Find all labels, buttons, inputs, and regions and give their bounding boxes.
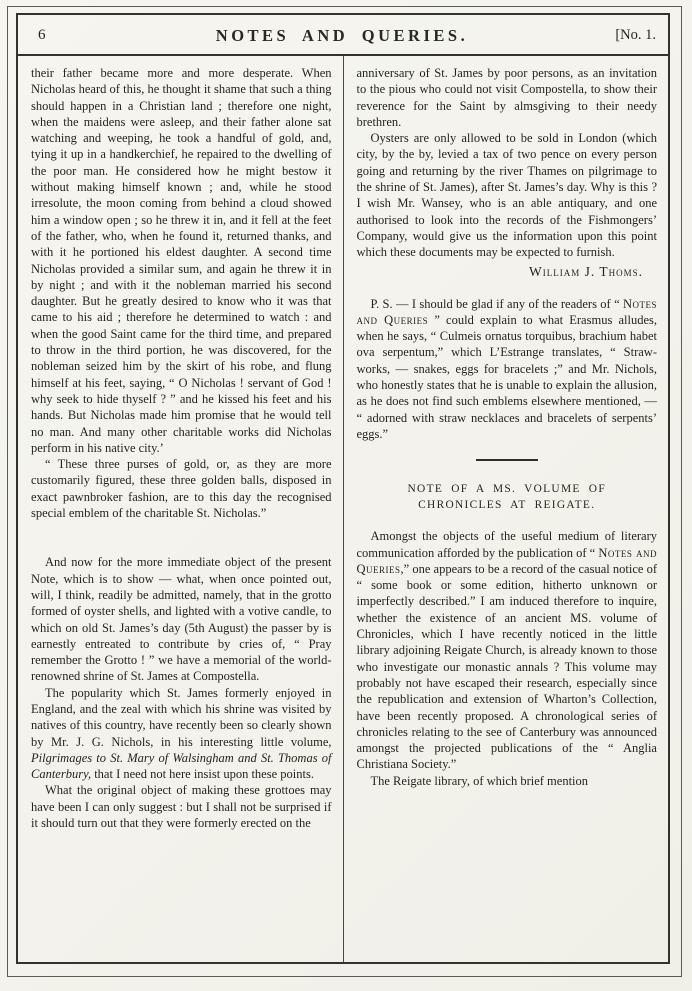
- content-columns: [18, 56, 668, 962]
- left-column: [18, 56, 343, 962]
- paragraph-text: Amongst the objects of the useful medium of literary communication afforded by the publication of “: [356, 529, 657, 560]
- paragraph-grottoes-origin: What the original object of making these grottoes may have been I can only suggest : but I shall not be surprised if it should turn out that they were formerly erected on the: [31, 783, 332, 831]
- page-number: 6: [38, 27, 46, 43]
- paragraph-oysters: Oysters are only allowed to be sold in London (which city, by the by, levied a tax of two pence on every person going and returning by the river Thames on pilgrimage to the shrine of St. James), after St. James’s day. Why is this ? I wish Mr. Wansey, who is an able antiquary, and one authorised to look into the records of the Fishmongers’ Company, would give us the information upon this point which these documents may be expected to furnish.: [356, 131, 657, 260]
- paragraph-nicholas-story: their father became more and more desperate. When Nicholas heard of this, he thought it shame that such a thing should happen in a Christian land ; therefore one night, when the maidens were asleep, and their father alone sat watching and weeping, he took a handful of gold, and, tying it up in a handkerchief, he repaired to the dwelling of the poor man. He considered how he might bestow it without making himself known ; and, while he stood irresolute, the moon coming from behind a cloud showed him a window open ; so he threw it in, and it fell at the feet of the father, who, when he found it, returned thanks, and with it he portioned his eldest daughter. A second time Nicholas provided a similar sum, and again he threw it in by night ; and with it the nobleman married his second daughter. But he greatly desired to know who it was that came to his aid ; therefore he determined to watch : and when the good Saint came for the third time, and prepared to throw in the third portion, he was discovered, for the nobleman seized him by the skirt of his robe, and flung himself at his feet, saying, “ O Nicholas ! servant of God ! why seek to hide thyself ? ” and he kissed his feet and his hands. But Nicholas made him promise that he would tell no man. And many other charitable works did Nicholas perform in his native city.’: [31, 66, 332, 455]
- issue-number: [No. 1.: [615, 27, 656, 43]
- paragraph-st-james-popularity: [31, 685, 332, 783]
- section-divider-rule: [476, 459, 538, 461]
- paragraph-reigate-library: The Reigate library, of which brief mention: [370, 773, 589, 788]
- page-inner-border: [16, 13, 670, 964]
- right-column: [344, 56, 669, 962]
- journal-name-smallcaps: Notes and Queries: [356, 545, 657, 576]
- paragraph-text: ” could explain to what Erasmus alludes, when he says, “ Culmeis ornatus torquibus, brachium habet ova serpentum,” which L’Estrange translates, “ Straw-works, — snakes, eggs for bracelets ;” and Mr. Nichols, who honestly states that he is unable to explain the allusion, as he does not find such emblems elsewhere mentioned, — “ adorned with straw necklaces and bracelets of serpents’ eggs.”: [356, 312, 657, 441]
- page-header: [18, 15, 668, 56]
- author-signature: William J. Thoms.: [529, 263, 643, 279]
- paragraph-three-purses: “ These three purses of gold, or, as they are more customarily figured, these three golden balls, disposed in exact pawnbroker fashion, are to this day the recognised special emblem of the charitable St. Nicholas.”: [31, 457, 332, 521]
- book-title-italic: Pilgrimages to St. Mary of Walsingham and St. Thomas of Canterbury,: [31, 750, 332, 782]
- paragraph-text: P. S. — I should be glad if any of the readers of “: [370, 296, 623, 311]
- paragraph-grotto-note: And now for the more immediate object of the present Note, which is to show — what, when once pointed out, will, I think, readily be admitted, namely, that in the grotto formed of oyster shells, and lighted with a votive candle, to which on old St. James’s day (5th August) the passer by is earnestly entreated to contribute by cries of, “ Pray remember the Grotto ! ” we have a memorial of the world-renowned shrine of St. James at Compostella.: [31, 555, 332, 684]
- paragraph-text: that I need not here insist upon these points.: [91, 767, 314, 782]
- paragraph-text: The popularity which St. James formerly enjoyed in England, and the zeal with which his shrine was visited by natives of this country, have recently been so clearly shown by Mr. J. G. Nichols, in his interesting little volume,: [31, 685, 332, 749]
- paragraph-reigate-chronicles: [357, 528, 658, 772]
- paragraph-postscript: [357, 296, 658, 443]
- paragraph-text: ,” one appears to be a record of the casual notice of “ some book or some edition, hitherto unknown or imperfectly described.” I am induced therefore to inquire, whether the existence of an ancient MS. volume of Chronicles, which I have recently noticed in the little library adjoining Reigate Church, is already known to those who investigate our monastic annals ? This volume may probably not have escaped their research, especially since the republication and extension of Wharton’s Collection, have been recently proposed. A chronological series of chronicles relating to the see of Canterbury was announced amongst the projected publications of the “ Anglia Christiana Society.”: [356, 561, 657, 772]
- section-heading: NOTE OF A MS. VOLUME OF CHRONICLES AT REIGATE.: [407, 483, 606, 512]
- journal-name-smallcaps: Notes and Queries: [356, 296, 657, 327]
- paragraph-anniversary: anniversary of St. James by poor persons, as an invitation to the pious who could not visit Compostella, to show their reverence for the Saint by almsgiving to their needy brethren.: [356, 66, 657, 129]
- journal-title: NOTES AND QUERIES.: [215, 25, 469, 45]
